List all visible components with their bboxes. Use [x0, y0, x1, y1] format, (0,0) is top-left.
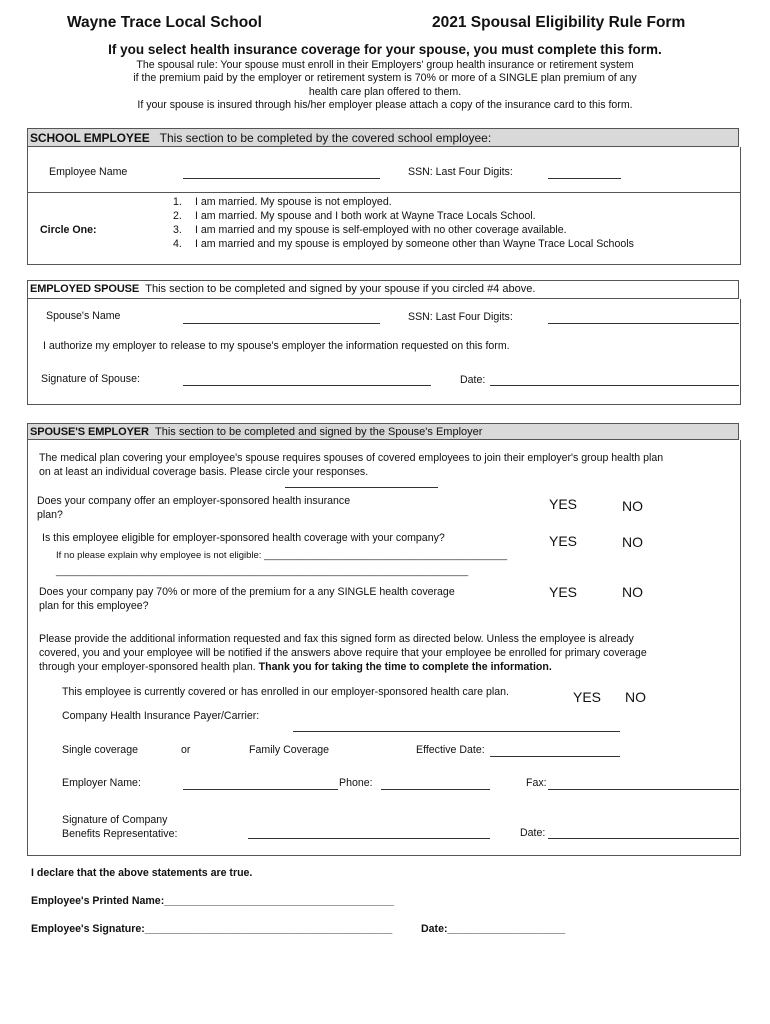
intro-text: The spousal rule: Your spouse must enroll in their Employers' group health insurance or retirement system if the premium paid by the employer or retirement system is 70% or more of a SINGLE plan premium of any health care plan offered to them. If your spouse is insured through his/her employer please attach a copy of the insurance card to this form.	[133, 59, 637, 111]
question-employer-plan: Does your company offer an employer-sponsored health insurance plan?	[37, 495, 351, 521]
option-4[interactable]: 4. I am married and my spouse is employed by someone other than Wayne Trace Local Schools	[173, 238, 634, 250]
employer-name-field[interactable]	[183, 789, 338, 790]
family-coverage-option[interactable]: Family Coverage	[249, 744, 330, 756]
employee-date-field[interactable]: Date:____________________	[421, 923, 566, 935]
coverage-requirement-text: The medical plan covering your employee's spouse requires spouses of covered employees to join their employer's group health plan on at least an individual coverage basis. Please circle your responses.	[39, 452, 664, 478]
employee-name-field[interactable]	[183, 178, 380, 179]
fax-instructions: Please provide the additional information requested and fax this signed form as directed below. Unless the employee is already covered, you and your employee will be notified if the answers above require that your employee be enrolled for primary coverage through your employer-sponsored health plan. Thank you for taking the time to complete the information.	[39, 633, 647, 673]
enrolled-yes-option[interactable]: YES	[573, 689, 602, 705]
response-underline	[285, 487, 438, 488]
marital-options	[173, 195, 634, 251]
enrolled-no-option[interactable]: NO	[625, 689, 646, 705]
form-subtitle: If you select health insurance coverage for your spouse, you must complete this form.	[108, 42, 662, 57]
spouse-name-field[interactable]	[183, 323, 380, 324]
employee-ssn-field[interactable]	[548, 178, 621, 179]
employer-name-label: Employer Name:	[62, 777, 141, 789]
spouse-ssn-field[interactable]	[548, 323, 739, 324]
authorization-text: I authorize my employer to release to my spouse's employer the information requested on this form.	[43, 340, 510, 352]
spouse-signature-label: Signature of Spouse:	[41, 373, 140, 385]
enrolled-question: This employee is currently covered or has enrolled in our employer-sponsored health care plan.	[62, 686, 509, 698]
ssn-label: SSN: Last Four Digits:	[408, 166, 513, 178]
phone-field[interactable]	[381, 789, 490, 790]
section-title: SCHOOL EMPLOYEE	[30, 131, 150, 145]
spouse-signature-field[interactable]	[183, 385, 431, 386]
school-employee-section-header	[27, 128, 739, 147]
divider	[27, 192, 740, 193]
q3-yes-option[interactable]: YES	[549, 584, 578, 600]
fax-field[interactable]	[548, 789, 739, 790]
section-title: EMPLOYED SPOUSE	[30, 283, 140, 295]
option-1[interactable]: 1. I am married. My spouse is not employed.	[173, 196, 392, 208]
spouse-name-label: Spouse's Name	[46, 310, 121, 322]
payer-carrier-field[interactable]	[293, 731, 620, 732]
employed-spouse-section	[27, 299, 741, 405]
eligibility-explanation-line2[interactable]: ______________________________________________________________________________	[56, 566, 469, 577]
benefits-rep-signature-label: Signature of Company Benefits Representative:	[62, 814, 178, 840]
q1-no-option[interactable]: NO	[622, 498, 643, 514]
declaration-statement: I declare that the above statements are true.	[31, 867, 253, 879]
employee-signature-field[interactable]: Employee's Signature:__________________________________________	[31, 923, 393, 935]
option-2[interactable]: 2. I am married. My spouse and I both work at Wayne Trace Locals School.	[173, 210, 536, 222]
fax-label: Fax:	[526, 777, 547, 789]
section-title: SPOUSE'S EMPLOYER	[30, 426, 149, 438]
benefits-rep-date-field[interactable]	[548, 838, 739, 839]
q2-no-option[interactable]: NO	[622, 534, 643, 550]
date-label: Date:	[460, 374, 486, 386]
spouses-employer-section-header	[27, 423, 739, 440]
effective-date-label: Effective Date:	[416, 744, 485, 756]
printed-name-field[interactable]: Employee's Printed Name:_______________________________________	[31, 895, 394, 907]
spouse-date-field[interactable]	[490, 385, 739, 386]
q1-yes-option[interactable]: YES	[549, 496, 578, 512]
school-name: Wayne Trace Local School	[67, 14, 262, 31]
employed-spouse-section-header	[27, 280, 739, 299]
question-premium-70: Does your company pay 70% or more of the premium for a any SINGLE health coverage plan for this employee?	[39, 586, 455, 612]
benefits-rep-signature-field[interactable]	[248, 838, 490, 839]
effective-date-field[interactable]	[490, 756, 620, 757]
circle-one-label: Circle One:	[40, 224, 97, 236]
phone-label: Phone:	[339, 777, 373, 789]
form-title: 2021 Spousal Eligibility Rule Form	[432, 14, 686, 31]
section-description: This section to be completed and signed by your spouse if you circled #4 above.	[145, 283, 536, 295]
single-coverage-option[interactable]: Single coverage	[62, 744, 138, 756]
eligibility-explanation-field[interactable]: If no please explain why employee is not eligible: ______________________________________________	[56, 550, 508, 561]
employee-name-label: Employee Name	[49, 166, 128, 178]
section-description: This section to be completed and signed by the Spouse's Employer	[155, 426, 483, 438]
section-description: This section to be completed by the covered school employee:	[159, 131, 492, 145]
ssn-label: SSN: Last Four Digits:	[408, 311, 513, 323]
option-3[interactable]: 3. I am married and my spouse is self-employed with no other coverage available.	[173, 224, 567, 236]
payer-carrier-label: Company Health Insurance Payer/Carrier:	[62, 710, 260, 722]
question-eligibility: Is this employee eligible for employer-sponsored health coverage with your company?	[42, 532, 445, 544]
date-label: Date:	[520, 827, 546, 839]
q3-no-option[interactable]: NO	[622, 584, 643, 600]
q2-yes-option[interactable]: YES	[549, 533, 578, 549]
thank-you-text: Thank you for taking the time to complete the information.	[258, 661, 552, 673]
or-label: or	[181, 744, 191, 756]
